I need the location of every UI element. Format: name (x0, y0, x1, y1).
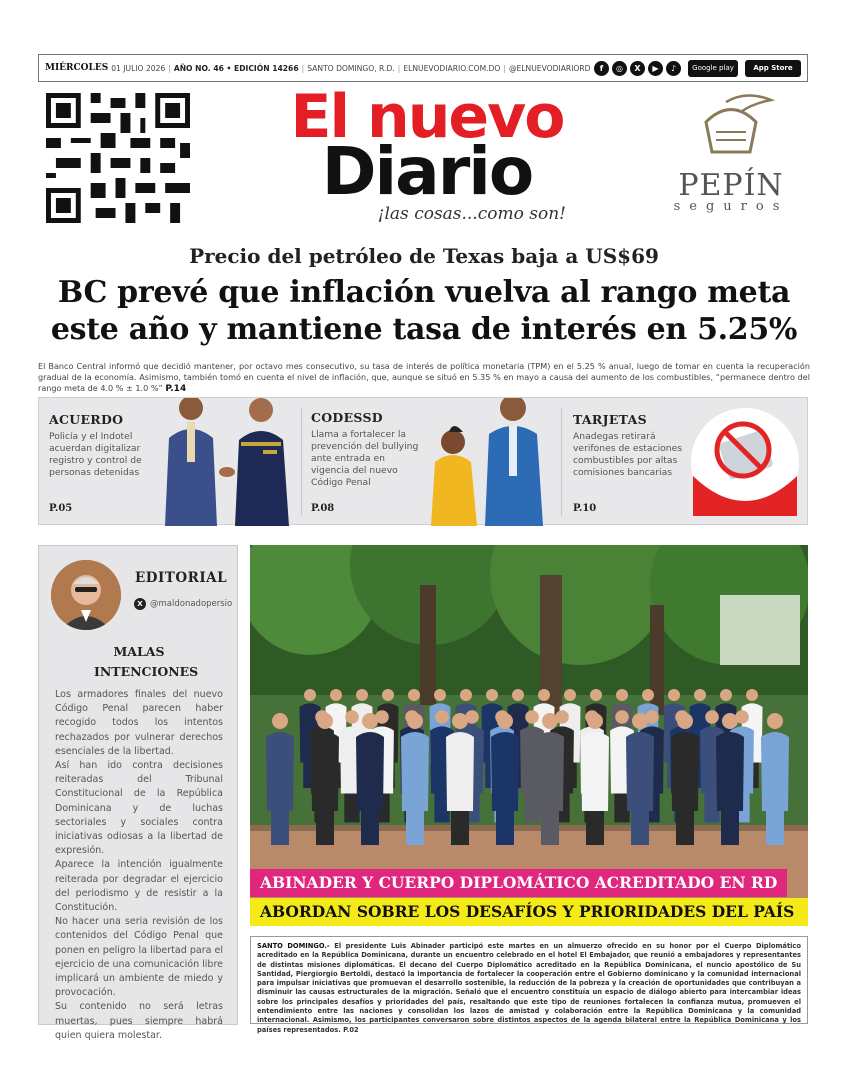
issue-day: MIÉRCOLES (45, 63, 109, 73)
youtube-icon[interactable]: ▶ (648, 61, 663, 76)
knight-helmet-icon (686, 92, 776, 162)
divider: | (503, 63, 506, 73)
editorial-paragraph: Así han ido contra decisiones reiteradas del Tribunal Constitucional de la República Dominicana y de luchas sectoriales y sociales contra iniciativas odiosas a la libertad de expresión. (55, 760, 223, 857)
lead-page-ref[interactable]: P.14 (165, 384, 187, 394)
editorial-handle[interactable] (134, 598, 232, 610)
editorial-paragraph: Los armadores finales del nuevo Código Penal parecen haber recogido todos los intentos rechazados por vulnerar derechos esenciales de la libertad. (55, 689, 223, 757)
social-handle[interactable]: @ELNUEVODIARIORD (508, 63, 591, 73)
story-body: El presidente Luis Abinader participó este martes en un almuerzo ofrecido en su honor por el Cuerpo Diplomático acreditado en la República Dominicana, durante un encuentro celebrado en el hotel El Embajador, que reunió a embajadores y representantes de distintas misiones diplomáticas. El decano del Cuerpo Diplomático acreditado en la República Dominicana, el nuncio apostólico de Su Santidad, Piergiorgio Bertoldi, destacó la importancia de fortalecer la cooperación entre el Gobierno dominicano y la comunidad internacional para impulsar iniciativas que promuevan el desarrollo sostenible, la reducción de la pobreza y la creación de oportunidades que contribuyan a disminuir las causas estructurales de la migración. Señaló que el encuentro constituía un espacio de diálogo abierto para intercambiar ideas sobre los principales desafíos y prioridades del país, resaltando que este tipo de reuniones fortalecen la confianza mutua, promueven el entendimiento entre las naciones y consolidan los lazos de amistad y colaboración entre la República Dominicana y la comunidad internacional. Asimismo, los participantes conversaron sobre distintos aspectos de la agenda bilateral entre la República Dominicana y los países representados. (257, 942, 801, 1034)
instagram-icon[interactable]: ◎ (612, 61, 627, 76)
app-store-badge[interactable]: App Store (745, 60, 801, 77)
feature-story (250, 936, 808, 1034)
tiktok-icon[interactable]: ♪ (666, 61, 681, 76)
editorial-headline-text: MALAS INTENCIONES (94, 644, 199, 679)
feature-banner-bottom[interactable]: ABORDAN SOBRE LOS DESAFÍOS Y PRIORIDADES DEL PAÍS (250, 898, 808, 926)
divider: | (301, 63, 305, 73)
editorial-label: EDITORIAL (135, 570, 228, 586)
editorial-paragraph: No hacer una seria revisión de los contenidos del Código Penal que ponen en peligro la libertad para el ejercicio de una comunicación libre implicará un ambiente de miedo y provocación. (55, 916, 223, 999)
teaser-page-ref: P.10 (573, 503, 597, 514)
story-page-ref[interactable]: P.02 (343, 1025, 359, 1034)
teaser-title: ACUERDO (49, 412, 124, 427)
teaser-codessd-photo (417, 398, 557, 526)
lead-kicker[interactable]: Precio del petróleo de Texas baja a US$69 (189, 244, 659, 268)
x-icon[interactable]: X (630, 61, 645, 76)
ad-brand: PEPÍN (678, 168, 784, 203)
avatar (51, 560, 121, 630)
editorial-paragraph: Su contenido no será letras muertas, pues siempre habrá quien quiera molestar. (55, 1001, 223, 1041)
qr-code-icon[interactable] (46, 93, 190, 223)
editorial-column (38, 545, 238, 1041)
teaser-title: TARJETAS (573, 412, 647, 427)
issue-number: AÑO NO. 46 • EDICIÓN 14266 (173, 63, 299, 73)
teaser-codessd[interactable] (311, 398, 421, 526)
teaser-page-ref: P.08 (311, 503, 335, 514)
group-photo-illustration (250, 545, 808, 925)
teaser-text: Policía y el Indotel acuerdan digitalizar registro y control de personas detenidas (49, 431, 142, 478)
editorial-headline (39, 642, 239, 682)
lead-summary (38, 361, 810, 395)
ad-subtitle: seguros (673, 199, 789, 214)
logo-line-1: El nuevo (290, 82, 564, 152)
editorial-body (55, 688, 223, 1043)
website-link[interactable]: ELNUEVODIARIO.COM.DO (403, 63, 501, 73)
teaser-acuerdo-photo (143, 398, 299, 526)
x-icon: X (134, 598, 146, 610)
editorial-handle-text: @maldonadopersio (150, 599, 233, 609)
teaser-acuerdo[interactable] (49, 398, 149, 526)
teaser-tarjetas[interactable] (573, 398, 685, 526)
social-links (594, 60, 801, 77)
divider: | (397, 63, 401, 73)
teaser-divider (301, 408, 302, 516)
lead-headline[interactable]: BC prevé que inflación vuelva al rango meta este año y mantiene tasa de interés en 5.25% (50, 275, 798, 347)
teaser-page-ref: P.05 (49, 503, 73, 514)
logo-line-2: Diario (321, 133, 533, 210)
teaser-title: CODESSD (311, 410, 383, 425)
google-play-badge[interactable]: Google play (688, 60, 738, 77)
teaser-text: Anadegas retirará verifones de estaciones combustibles por altas comisiones bancarias (573, 431, 683, 478)
teaser-strip (38, 397, 808, 525)
pepin-ad[interactable] (656, 92, 806, 222)
divider: | (168, 63, 171, 73)
newspaper-logo[interactable] (262, 82, 592, 234)
issue-info-bar (38, 54, 808, 82)
story-dateline: SANTO DOMINGO.- (257, 942, 330, 950)
teaser-text: Llama a fortalecer la prevención del bullying ante entrada en vigencia del nuevo Código Penal (311, 429, 419, 488)
feature-banner-top[interactable]: ABINADER Y CUERPO DIPLOMÁTICO ACREDITADO EN RD (250, 869, 787, 897)
teaser-divider (561, 408, 562, 516)
no-card-icon (689, 406, 801, 518)
issue-date: 01 JULIO 2026 (111, 63, 166, 73)
facebook-icon[interactable]: f (594, 61, 609, 76)
lead-summary-text: El Banco Central informó que decidió mantener, por octavo mes consecutivo, su tasa de interés de política monetaria (TPM) en el 5.25 % anual, luego de tomar en cuenta la recuperación gradual de la economía. Asimismo, también tomó en cuenta el nivel de inflación, que, aunque se situó en 5.35 % en mayo a causa del aumento de los combustibles, “permanece dentro del rango meta de 4.0 % ± 1.0 %” (38, 361, 810, 393)
feature-photo[interactable] (250, 545, 808, 925)
editorial-paragraph: Aparece la intención igualmente reiterada por degradar el ejercicio del periodismo y de resistir a la Constitución. (55, 859, 223, 914)
logo-tagline: ¡las cosas...como son! (377, 204, 566, 224)
issue-city: SANTO DOMINGO, R.D. (307, 63, 395, 73)
